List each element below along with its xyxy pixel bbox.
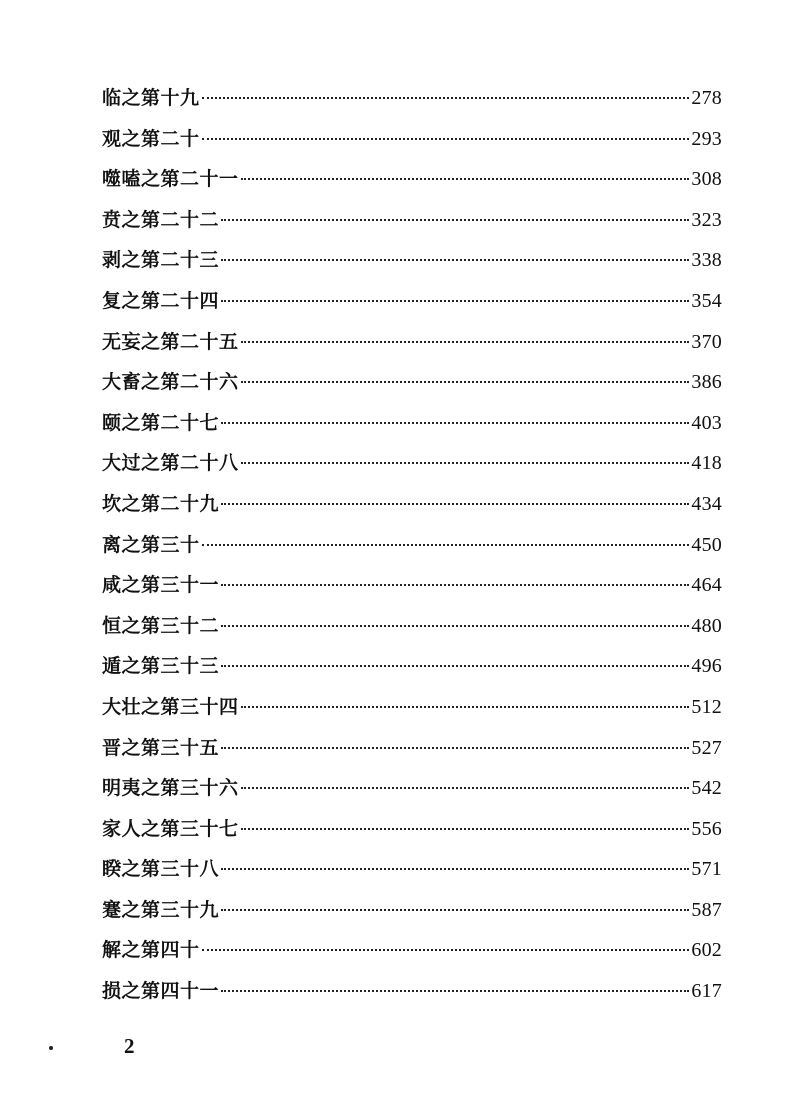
dot-leader: [241, 178, 690, 180]
toc-entry-page: 480: [691, 614, 722, 637]
toc-entry[interactable]: [102, 778, 722, 819]
toc-entry[interactable]: [102, 819, 722, 860]
dot-leader: [221, 625, 689, 627]
dot-leader: [241, 828, 690, 830]
toc-entry[interactable]: [102, 372, 722, 413]
dot-leader: [202, 949, 690, 951]
toc-entry[interactable]: [102, 616, 722, 657]
toc-entry[interactable]: [102, 332, 722, 373]
toc-entry-title: 咸之第三十一: [102, 574, 220, 597]
dot-leader: [221, 584, 689, 586]
toc-entry-title: 明夷之第三十六: [102, 777, 239, 800]
toc-entry-title: 解之第四十: [102, 939, 200, 962]
toc-entry-page: 556: [691, 817, 722, 840]
dot-leader: [202, 138, 690, 140]
toc-entry[interactable]: [102, 535, 722, 576]
dot-leader: [221, 909, 689, 911]
toc-entry[interactable]: [102, 738, 722, 779]
toc-entry-page: 542: [691, 777, 722, 800]
toc-entry-page: 450: [691, 533, 722, 556]
toc-entry-page: 293: [691, 127, 722, 150]
dot-leader: [221, 503, 689, 505]
toc-entry-page: 354: [691, 289, 722, 312]
toc-entry[interactable]: [102, 940, 722, 981]
dot-leader: [221, 990, 689, 992]
toc-entry[interactable]: [102, 88, 722, 129]
toc-entry-title: 晋之第三十五: [102, 736, 220, 759]
toc-entry-page: 512: [691, 695, 722, 718]
toc-entry-title: 睽之第三十八: [102, 858, 220, 881]
toc-entry-page: 602: [691, 939, 722, 962]
toc-entry[interactable]: [102, 494, 722, 535]
toc-entry-title: 贲之第二十二: [102, 208, 220, 231]
toc-entry-title: 恒之第三十二: [102, 614, 220, 637]
toc-entry-title: 损之第四十一: [102, 980, 220, 1003]
toc-entry-page: 527: [691, 736, 722, 759]
toc-entry-title: 剥之第二十三: [102, 249, 220, 272]
toc-entry-title: 大壮之第三十四: [102, 695, 239, 718]
toc-entry-page: 496: [691, 655, 722, 678]
toc-entry-title: 家人之第三十七: [102, 817, 239, 840]
toc-entry-title: 无妄之第二十五: [102, 330, 239, 353]
dot-leader: [221, 422, 689, 424]
dot-leader: [221, 868, 689, 870]
toc-entry[interactable]: [102, 656, 722, 697]
toc-entry-page: 308: [691, 168, 722, 191]
toc-entry-title: 噬嗑之第二十一: [102, 168, 239, 191]
toc-entry-title: 大畜之第二十六: [102, 371, 239, 394]
toc-entry-title: 大过之第二十八: [102, 452, 239, 475]
dot-leader: [241, 341, 690, 343]
toc-entry[interactable]: [102, 210, 722, 251]
toc-entry-page: 323: [691, 208, 722, 231]
dot-leader: [221, 219, 689, 221]
dot-leader: [202, 97, 690, 99]
table-of-contents: [102, 88, 722, 1022]
toc-entry-page: 403: [691, 411, 722, 434]
toc-entry-title: 观之第二十: [102, 127, 200, 150]
toc-entry[interactable]: [102, 859, 722, 900]
toc-entry-page: 418: [691, 452, 722, 475]
dot-leader: [241, 381, 690, 383]
dot-leader: [221, 665, 689, 667]
toc-entry[interactable]: [102, 129, 722, 170]
scan-speck: [49, 1046, 53, 1050]
dot-leader: [221, 747, 689, 749]
toc-entry-page: 278: [691, 87, 722, 109]
dot-leader: [241, 706, 690, 708]
dot-leader: [241, 462, 690, 464]
toc-entry-title: 遁之第三十三: [102, 655, 220, 678]
toc-entry-page: 434: [691, 492, 722, 515]
toc-entry[interactable]: [102, 169, 722, 210]
dot-leader: [221, 259, 689, 261]
toc-entry-title: 蹇之第三十九: [102, 898, 220, 921]
toc-entry[interactable]: [102, 413, 722, 454]
toc-entry-page: 464: [691, 574, 722, 597]
toc-entry-page: 370: [691, 330, 722, 353]
toc-entry-page: 587: [691, 898, 722, 921]
toc-entry-page: 386: [691, 371, 722, 394]
toc-entry[interactable]: [102, 453, 722, 494]
toc-entry-title: 临之第十九: [102, 87, 200, 109]
toc-entry-title: 颐之第二十七: [102, 411, 220, 434]
toc-entry-page: 617: [691, 980, 722, 1003]
toc-entry-title: 复之第二十四: [102, 289, 220, 312]
dot-leader: [202, 544, 690, 546]
toc-entry[interactable]: [102, 575, 722, 616]
toc-entry[interactable]: [102, 291, 722, 332]
toc-entry-title: 坎之第二十九: [102, 492, 220, 515]
toc-entry-title: 离之第三十: [102, 533, 200, 556]
toc-entry[interactable]: [102, 250, 722, 291]
dot-leader: [221, 300, 689, 302]
toc-entry[interactable]: [102, 981, 722, 1022]
toc-entry[interactable]: [102, 900, 722, 941]
toc-entry-page: 571: [691, 858, 722, 881]
toc-entry-page: 338: [691, 249, 722, 272]
toc-entry[interactable]: [102, 697, 722, 738]
page-number: 2: [124, 1034, 135, 1058]
dot-leader: [241, 787, 690, 789]
